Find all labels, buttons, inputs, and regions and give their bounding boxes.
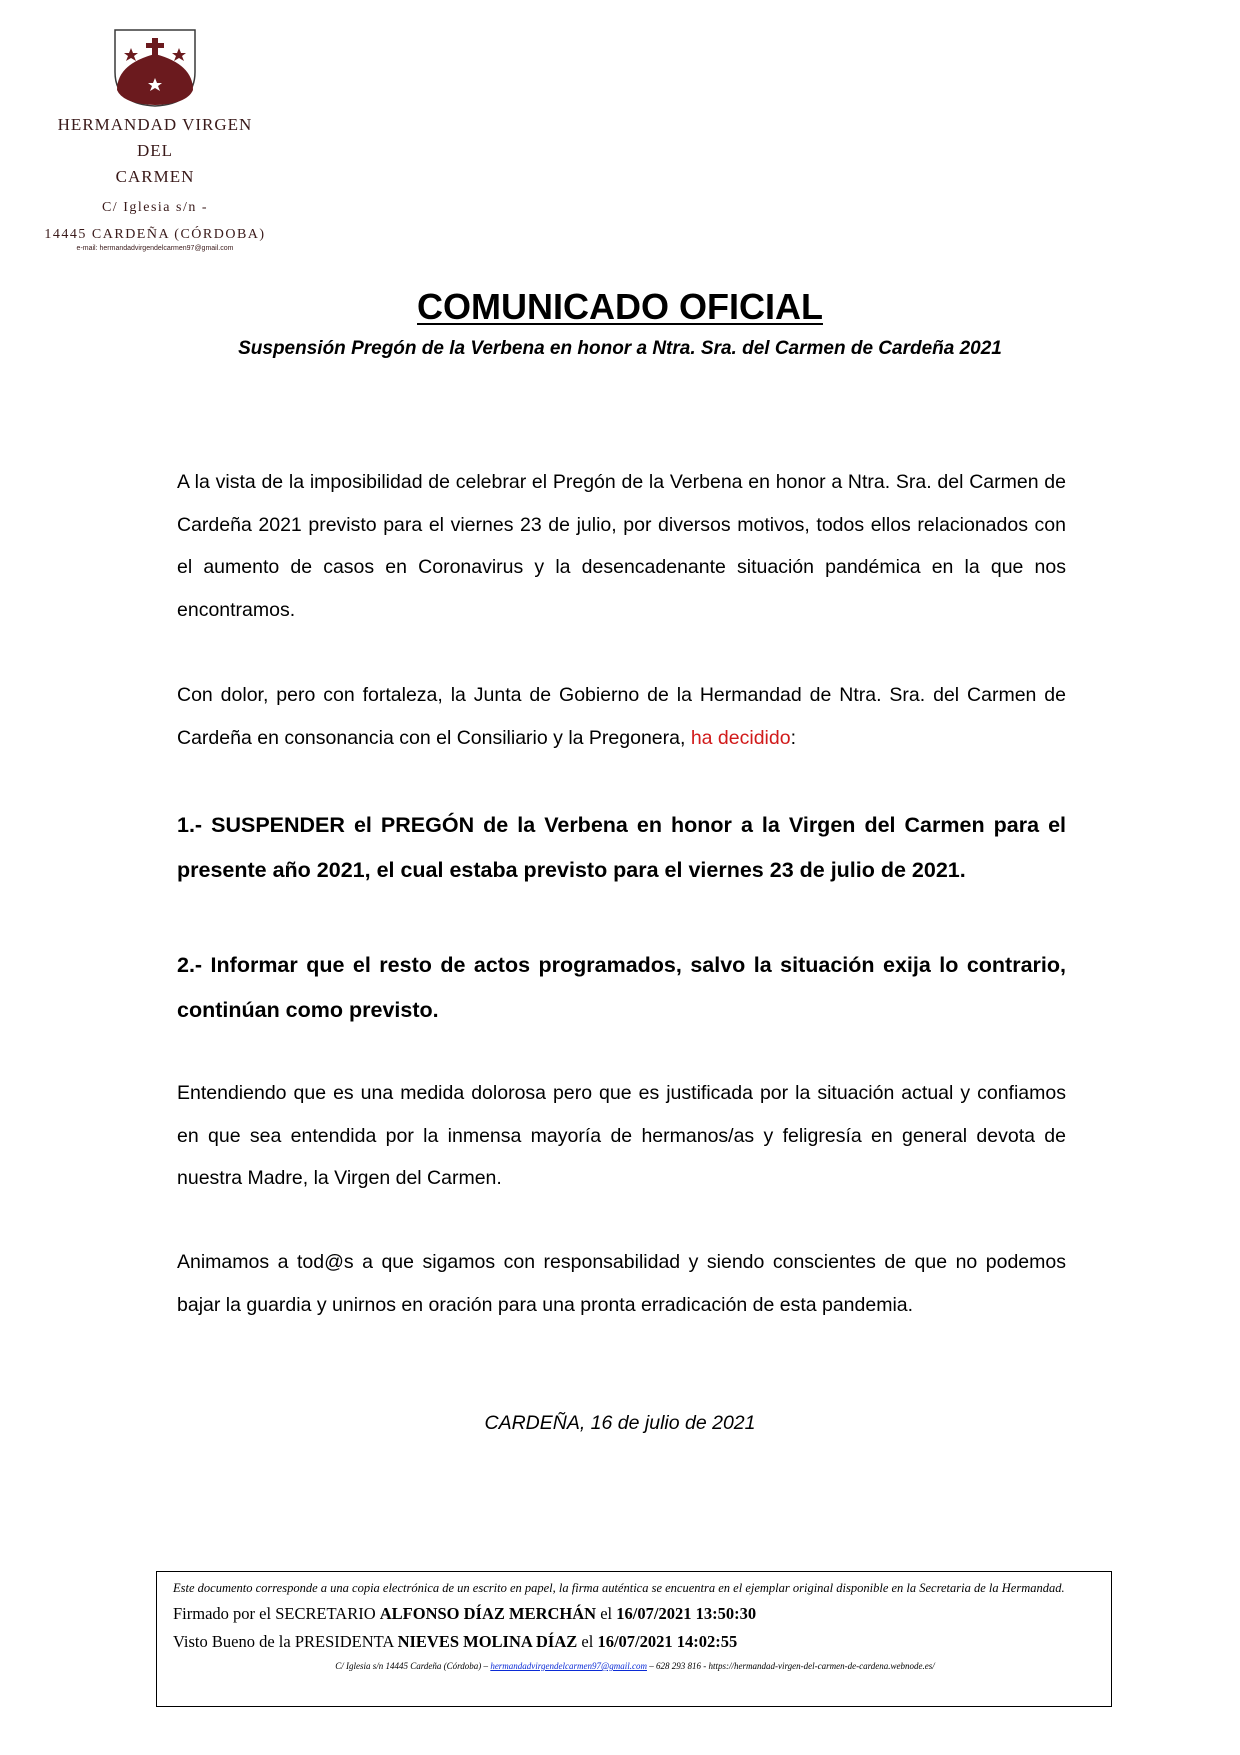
sig1-mid: el <box>596 1604 617 1623</box>
paragraph-3: Entendiendo que es una medida dolorosa pero que es justificada por la situación actual y confiamos en que sea entendida por la inmensa mayoría de hermanos/as y feligresía en general devota de nuestra Madre, la Virgen del Carmen. <box>177 1082 1066 1189</box>
highlight-decision: ha decidido <box>690 726 791 749</box>
paragraph-3-block <box>177 1072 1066 1200</box>
paragraph-2-block <box>177 674 1066 759</box>
president-datetime: 16/07/2021 14:02:55 <box>597 1632 738 1651</box>
address-line1: C/ Iglesia s/n - <box>101 200 209 215</box>
point-2: 2.- Informar que el resto de actos programados, salvo la situación exija lo contrario, continúan como previsto. <box>177 953 1066 1022</box>
president-name: NIEVES MOLINA DÍAZ <box>397 1632 578 1651</box>
paragraph-2-end: : <box>790 726 796 749</box>
electronic-copy-note: Este documento corresponde a una copia electrónica de un escrito en papel, la firma auténtica se encuentra en el ejemplar original disponible en la Secretaria de la Hermandad. <box>173 1581 1065 1595</box>
point-1-block <box>177 803 1066 893</box>
place-and-date: CARDEÑA, 16 de julio de 2021 <box>484 1412 756 1434</box>
paragraph-2 <box>177 674 1066 759</box>
contact-email-link[interactable]: hermandadvirgendelcarmen97@gmail.com <box>490 1661 647 1671</box>
secretary-datetime: 16/07/2021 13:50:30 <box>616 1604 757 1623</box>
contact-address: C/ Iglesia s/n 14445 Cardeña (Córdoba) – <box>335 1661 491 1671</box>
paragraph-1: A la vista de la imposibilidad de celebrar el Pregón de la Verbena en honor a Ntra. Sra. del Carmen de Cardeña 2021 previsto para el viernes 23 de julio, por diversos motivos, todos ellos relacionados con el aumento de casos en Coronavirus y la desencadenante situación pandémica en la que nos encontramos. <box>177 471 1066 621</box>
signature-box <box>156 1571 1112 1707</box>
org-name-line1: HERMANDAD VIRGEN DEL <box>57 115 253 160</box>
sig2-mid: el <box>577 1632 598 1651</box>
point-2-block <box>177 943 1066 1033</box>
document-title: COMUNICADO OFICIAL <box>417 286 823 327</box>
carmelite-shield-icon <box>109 28 201 108</box>
paragraph-4: Animamos a tod@s a que sigamos con responsabilidad y siendo conscientes de que no podemos bajar la guardia y unirnos en oración para una pronta erradicación de esta pandemia. <box>177 1251 1066 1316</box>
paragraph-1-block <box>177 461 1066 631</box>
point-1: 1.- SUSPENDER el PREGÓN de la Verbena en honor a la Virgen del Carmen para el presente año 2021, el cual estaba previsto para el viernes 23 de julio de 2021. <box>177 813 1066 882</box>
header-email: e-mail: hermandadvirgendelcarmen97@gmail.com <box>76 245 234 252</box>
contact-phone-web: – 628 293 816 - https://hermandad-virgen-del-carmen-de-cardena.webnode.es/ <box>646 1661 935 1671</box>
document-subtitle: Suspensión Pregón de la Verbena en honor a Ntra. Sra. del Carmen de Cardeña 2021 <box>238 338 1002 359</box>
paragraph-2-start: Con dolor, pero con fortaleza, la Junta de Gobierno de la Hermandad de Ntra. Sra. del Carmen de Cardeña en consonancia con el Consiliario y la Pregonera, <box>177 684 1066 749</box>
address-line2: 14445 CARDEÑA (CÓRDOBA) <box>44 227 266 242</box>
letterhead <box>40 28 270 253</box>
secretary-name: ALFONSO DÍAZ MERCHÁN <box>379 1604 597 1623</box>
president-signature <box>173 1628 1097 1656</box>
secretary-signature <box>173 1600 1097 1628</box>
paragraph-4-block <box>177 1241 1066 1326</box>
sig1-prefix: Firmado por el SECRETARIO <box>173 1604 380 1623</box>
org-name-line2: CARMEN <box>115 167 195 186</box>
contact-line <box>173 1658 1097 1674</box>
sig2-prefix: Visto Bueno de la PRESIDENTA <box>173 1632 398 1651</box>
